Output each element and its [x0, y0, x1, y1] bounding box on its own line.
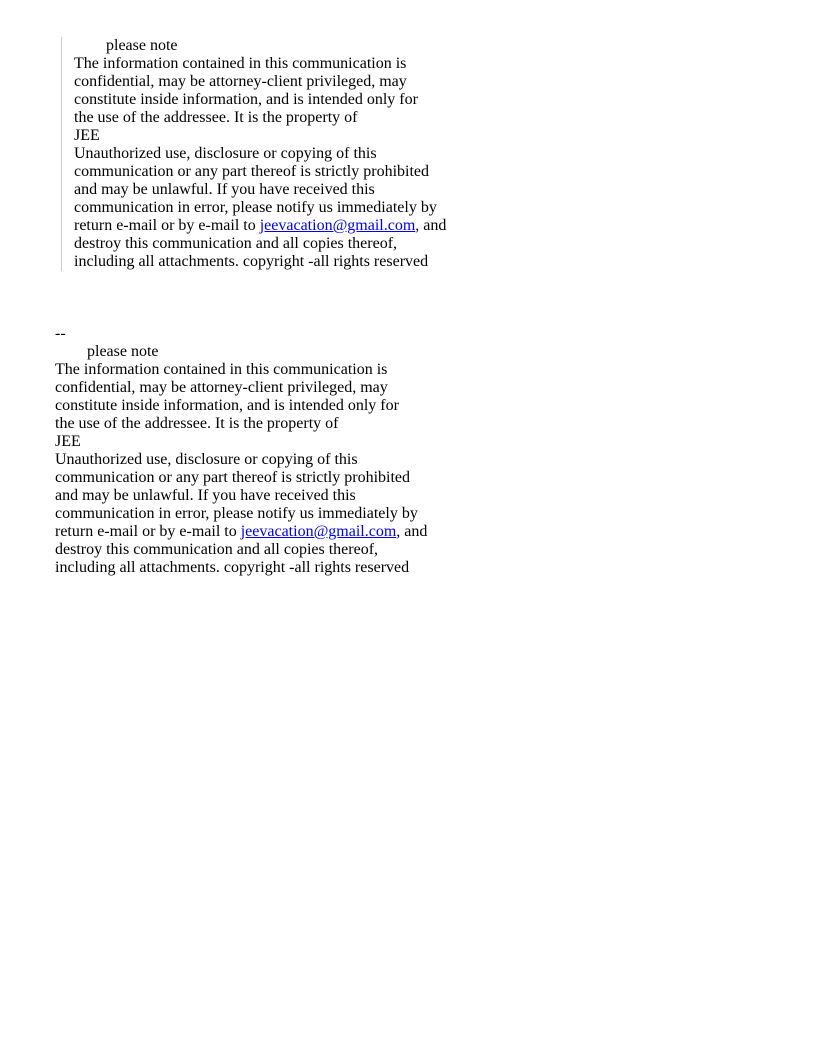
notice-line: the use of the addressee. It is the property of	[74, 109, 358, 126]
notice-line: communication or any part thereof is strictly prohibited	[74, 163, 430, 180]
signature-text: return e-mail or by e-mail to	[55, 523, 241, 540]
signature-line: The information contained in this communication is	[55, 361, 388, 378]
signature-email-line	[55, 523, 475, 541]
signature-text: , and	[396, 523, 428, 540]
notice-line: communication in error, please notify us immediately by	[74, 199, 437, 216]
signature-block	[55, 325, 475, 577]
signature-line: confidential, may be attorney-client privileged, may	[55, 379, 388, 396]
signature-line: destroy this communication and all copies thereof,	[55, 541, 379, 558]
notice-owner-name: JEE	[74, 127, 100, 144]
signature-line: communication or any part thereof is strictly prohibited	[55, 469, 411, 486]
notice-line: including all attachments. copyright -all rights reserved	[74, 253, 429, 270]
signature-line: including all attachments. copyright -all rights reserved	[55, 559, 410, 576]
notice-line: destroy this communication and all copies thereof,	[74, 235, 398, 252]
signature-heading: please note	[87, 343, 159, 360]
notice-email-line	[74, 217, 494, 235]
signature-line: communication in error, please notify us immediately by	[55, 505, 418, 522]
notice-line: The information contained in this communication is	[74, 55, 407, 72]
notice-line: and may be unlawful. If you have received this	[74, 181, 375, 198]
notice-line: confidential, may be attorney-client privileged, may	[74, 73, 407, 90]
email-link[interactable]: jeevacation@gmail.com	[240, 523, 397, 540]
quoted-notice-block	[61, 37, 494, 271]
signature-separator: --	[55, 325, 66, 342]
signature-owner-name: JEE	[55, 433, 81, 450]
notice-text: , and	[415, 217, 447, 234]
notice-heading: please note	[106, 37, 178, 54]
notice-text: return e-mail or by e-mail to	[74, 217, 260, 234]
notice-line: constitute inside information, and is intended only for	[74, 91, 418, 108]
signature-line: Unauthorized use, disclosure or copying of this	[55, 451, 358, 468]
email-link[interactable]: jeevacation@gmail.com	[259, 217, 416, 234]
signature-line: constitute inside information, and is intended only for	[55, 397, 399, 414]
signature-line: and may be unlawful. If you have received this	[55, 487, 356, 504]
signature-line: the use of the addressee. It is the property of	[55, 415, 339, 432]
notice-line: Unauthorized use, disclosure or copying of this	[74, 145, 377, 162]
